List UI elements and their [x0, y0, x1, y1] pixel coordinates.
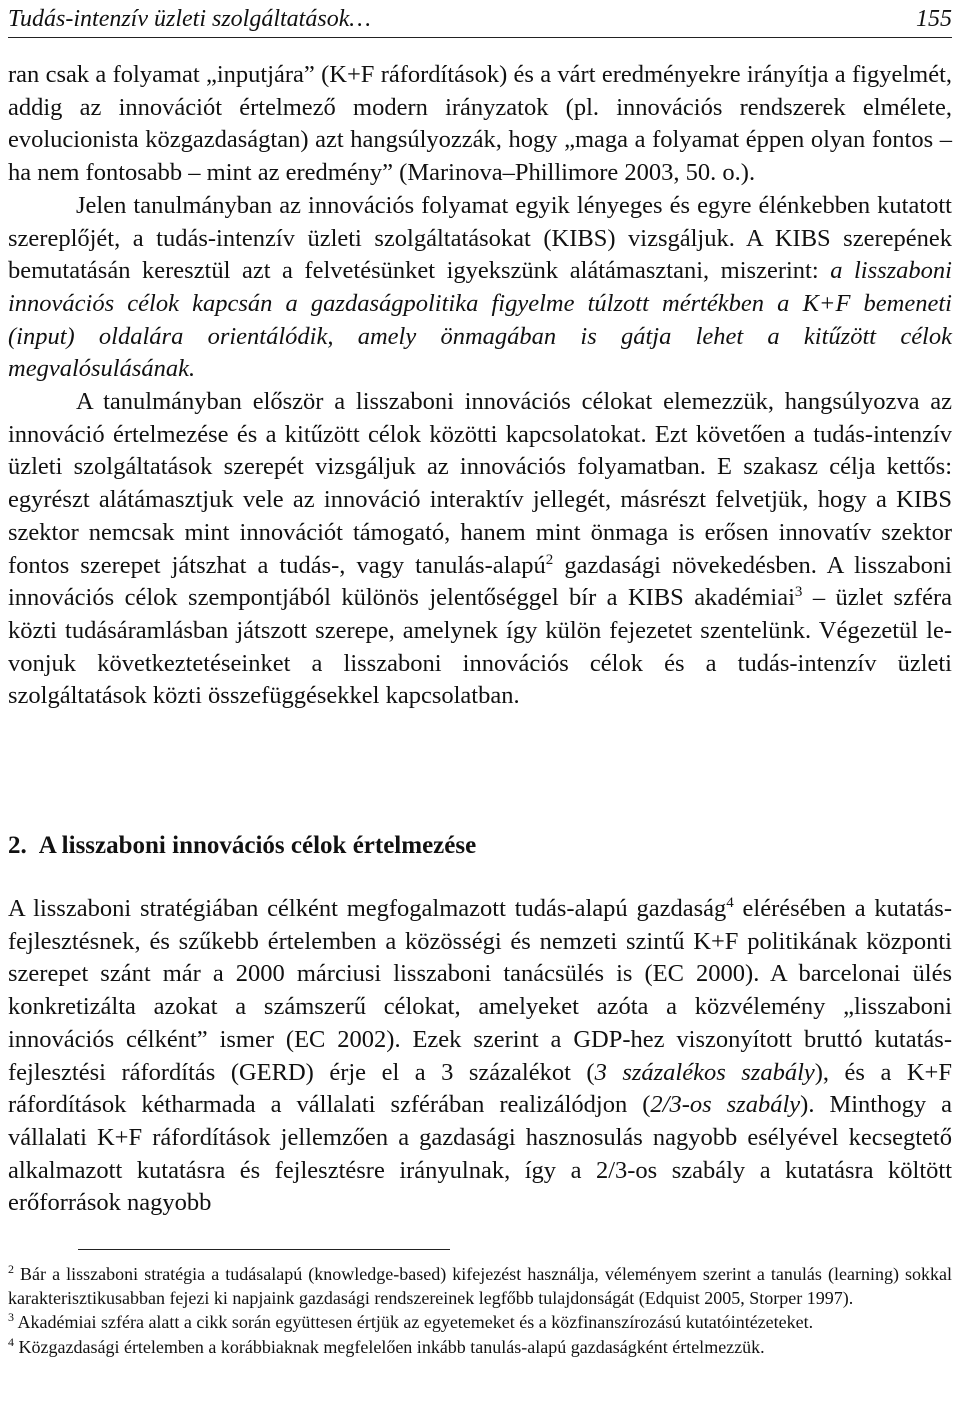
header-rule — [8, 37, 952, 38]
paragraph-3-text-a: A tanulmányban először a lisszaboni innovációs célokat elemezzük, hangsúlyozva az innováció értelmezése és a kitűzött célok közötti kapcsolatokat. Ezt követően a tudás-intenzív üzleti szolgáltatások szerepét vizsgáljuk az innovációs folyamatban. E szakasz célja kettős: egyrészt alátámasztjuk vele az innováció interaktív jellegét, másrészt felvetjük, hogy a KIBS szektor nemcsak mint innovációt támogató, hanem mint önmaga is erősen innovatív szektor fontos szerepet játszhat a tudás-, vagy tanulás-alapú — [8, 388, 952, 579]
footnote-ref-2: 2 — [545, 551, 554, 568]
section-number: 2. — [8, 832, 27, 859]
footnote-mark: 4 — [8, 1334, 14, 1349]
section-text-d: ). Minthogy a vállalati K+F ráfordítások jellemzően a gazdasági hasznosulás nagyobb esélyével kecsegtető alkalmazott kutatásra és fejlesztésre irányulnak, így a 2/3-os szabály a kutatásra költött erőforrások nagyobb — [8, 1091, 952, 1217]
footnotes — [8, 1262, 952, 1359]
paragraph-3-text-b: gazdasági növekedésben. A lisszaboni innovációs célok szempontjából különös jelentőséggel bír a KIBS akadémiai — [8, 551, 952, 612]
section-text-b: elérésében a kutatás-fejlesztésnek, és szűkebb értelemben a közösségi és nemzeti szintű K+F politikának központi szerepet szánt már a 2000 márciusi lisszaboni tanácsülés is (EC 2000). A barcelonai ülés konkretizálta azokat a számszerű célokat, amelyeket azóta a közvélemény „lisszaboni innovációs célként” ismer (EC 2002). Ezek szerint a GDP-hez viszonyított bruttó kutatás-fejlesztési ráfordítás (GERD) érje el a 3 százalékot ( — [8, 895, 952, 1086]
body-text — [8, 59, 952, 713]
footnote-2 — [8, 1262, 952, 1310]
footnote-rule — [78, 1249, 450, 1250]
footnote-text: Akadémiai szféra alatt a cikk során együttesen értjük az egyetemeket és a közfinanszírozású kutatóintézeteket. — [14, 1312, 814, 1333]
footnote-3 — [8, 1310, 952, 1334]
footnote-ref-4: 4 — [726, 894, 734, 911]
paragraph-1-text: ran csak a folyamat „inputjára” (K+F ráfordítások) és a várt eredményekre irányítja a figyelmét, addig az innovációt értelmező modern irányzatok (pl. innovációs rendszerek elmélete, evolucionista közgazdaságtan) azt hangsúlyozzák, hogy „maga a folyamat éppen olyan fontos – ha nem fontosabb – mint az eredmény” (Marinova–Phillimore 2003, 50. o.). — [8, 61, 952, 187]
page-number: 155 — [916, 6, 952, 32]
section-text-c: ), és a K+F ráfordítások kétharmada a vállalati szférában realizálódjon ( — [8, 1058, 952, 1119]
section-body — [8, 893, 952, 1220]
rule-3-percent: 3 százalékos szabály — [594, 1058, 815, 1086]
running-title: Tudás-intenzív üzleti szolgáltatások… — [8, 6, 371, 32]
rule-two-thirds: 2/3-os szabály — [650, 1091, 801, 1119]
section-text-a: A lisszaboni stratégiában célként megfogalmazott tudás-alapú gazdaság — [8, 895, 727, 922]
footnote-ref-3: 3 — [794, 584, 803, 601]
paragraph-3-text-c: – üzlet szféra közti tudásáramlásban játszott szerepe, amelynek így külön fejezetet szentelünk. Végezetül levonjuk következtetéseinket a lisszaboni innovációs célok és a tudás-intenzív üzleti szolgáltatások közti összefüggésekkel kapcsolatban. — [8, 584, 952, 710]
section-title: A lisszaboni innovációs célok értelmezése — [38, 832, 477, 859]
paragraph-3 — [8, 386, 952, 713]
footnote-text: Közgazdasági értelemben a korábbiaknak megfelelően inkább tanulás-alapú gazdaságként értelmezzük. — [14, 1336, 765, 1357]
paragraph-2-text: Jelen tanulmányban az innovációs folyamat egyik lényeges és egyre élénkebben kutatott szereplőjét, a tudás-intenzív üzleti szolgáltatásokat (KIBS) vizsgáljuk. A KIBS szerepének bemutatásán keresztül azt a felvetésünket igyekszünk alátámasztani, miszerint: — [8, 191, 952, 285]
running-header — [8, 6, 952, 40]
section-heading — [8, 832, 476, 860]
paragraph-2 — [8, 190, 952, 386]
hypothesis-italic: a lisszaboni innovációs célok kapcsán a gazdaságpolitika figyelme túlzott mértékben a K+F bemeneti (input) oldalára orientálódik, amely önmagában is gátja lehet a kitűzött célok megvalósulásának. — [8, 257, 952, 383]
footnote-mark: 3 — [8, 1310, 14, 1325]
section-paragraph — [8, 893, 952, 1220]
footnote-mark: 2 — [8, 1262, 14, 1276]
footnote-4 — [8, 1335, 952, 1359]
paragraph-1 — [8, 59, 952, 190]
footnote-text: Bár a lisszaboni stratégia a tudásalapú (knowledge-based) kifejezést használja, véleményem szerint a tanulás (learning) sokkal karakterisztikusabban fejezi ki napjaink gazdasági rendszereinek legfőbb tulajdonságát (Edquist 2005, Storper 1997). — [8, 1264, 952, 1309]
